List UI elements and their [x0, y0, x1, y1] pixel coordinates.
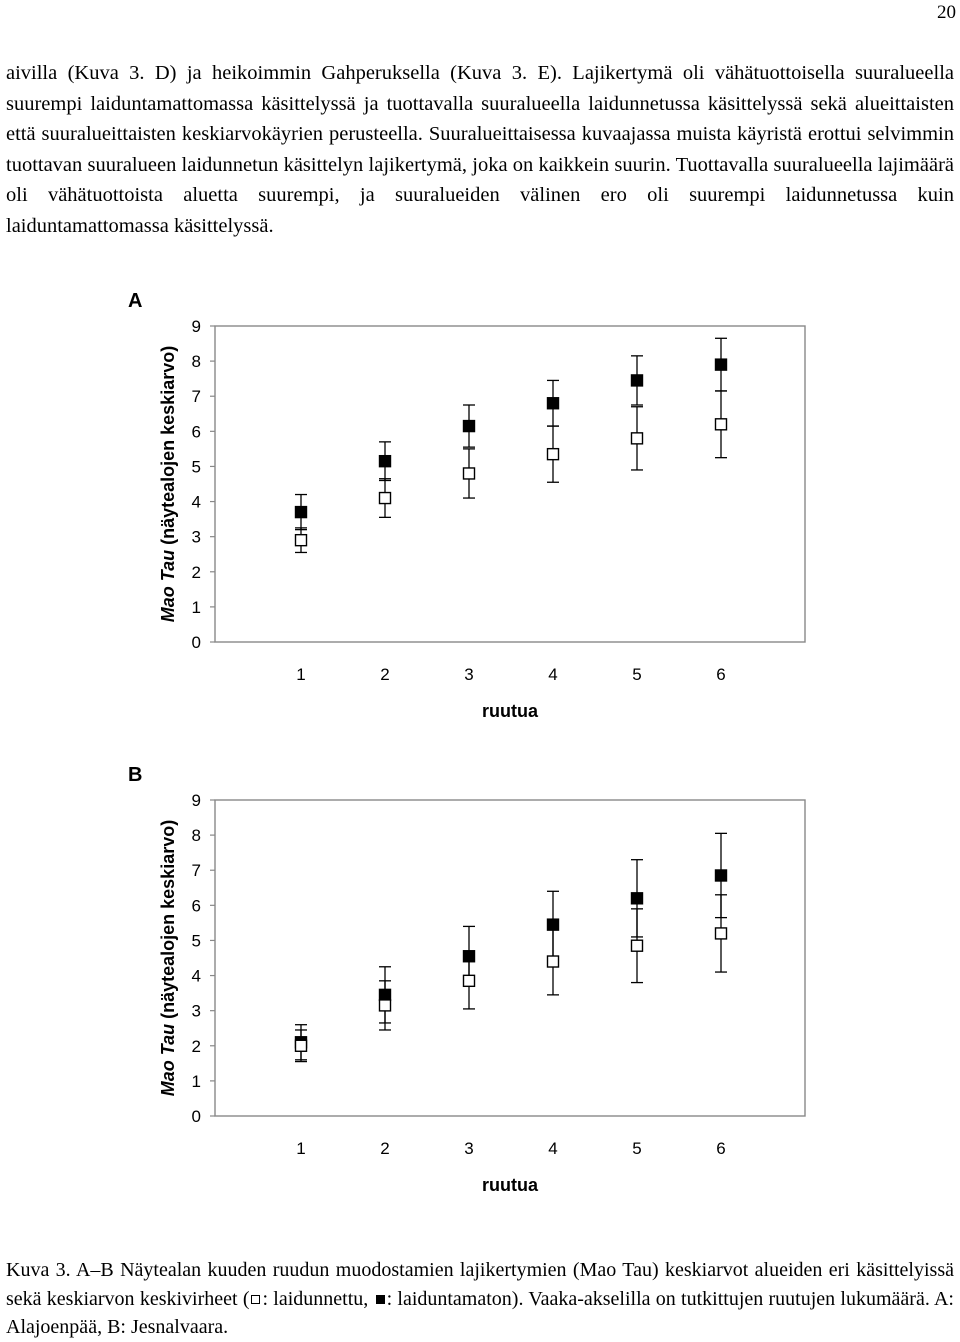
chart-a — [120, 286, 820, 736]
caption-open-label: : laidunnettu, — [262, 1287, 369, 1310]
y-tick-label-a-8: 8 — [191, 352, 201, 372]
point-a-filled-6 — [716, 359, 727, 370]
y-tick-label-b-7: 7 — [191, 861, 201, 881]
caption-prefix: Kuva 3. A–B Näytealan kuuden ruudun muodostamien lajikertymien (Mao Tau) keskiarvot alueiden eri käsittelyissä sekä keskiarvon keskivirheet ( — [6, 1259, 954, 1310]
x-tick-label-b-6: 6 — [716, 1139, 726, 1158]
point-a-filled-5 — [632, 375, 643, 386]
y-axis-label-italic-a: Mao Tau — [158, 544, 178, 623]
filled-square-legend-icon — [376, 1295, 385, 1304]
point-a-open-6 — [716, 419, 727, 430]
chart-b — [120, 760, 820, 1210]
x-tick-label-b-2: 2 — [380, 1139, 390, 1158]
y-tick-label-a-1: 1 — [191, 597, 201, 617]
y-axis-label-rest-b: (näytealojen keskiarvo) — [158, 819, 178, 1019]
x-tick-label-b-4: 4 — [548, 1139, 558, 1158]
page-number: 20 — [937, 2, 956, 23]
y-tick-label-a-0: 0 — [191, 633, 201, 652]
point-b-open-1 — [296, 1040, 307, 1051]
y-tick-label-a-5: 5 — [191, 457, 201, 477]
x-tick-label-b-5: 5 — [632, 1139, 642, 1158]
x-tick-label-a-2: 2 — [380, 665, 390, 684]
point-a-filled-3 — [464, 421, 475, 432]
y-tick-label-b-9: 9 — [191, 791, 201, 810]
point-b-open-5 — [632, 940, 643, 951]
y-tick-label-b-5: 5 — [191, 931, 201, 951]
y-axis-label-rest-a: (näytealojen keskiarvo) — [158, 345, 178, 545]
body-paragraph: aivilla (Kuva 3. D) ja heikoimmin Gahperuksella (Kuva 3. E). Lajikertymä oli vähätuottoisella suuralueella suurempi laiduntamattomassa käsittelyssä ja tuottavalla suuralueella laidunnetussa käsittelyssä sekä alueittaisten että suuralueittaisten keskiarvokäyrien perusteella. Suuralueittaisessa kuvaajassa muista käyristä erottui selvimmin tuottavan suuralueen laidunnetun käsittelyn lajikertymä, joka on kaikkein suurin. Tuottavalla suuralueella lajimäärä oli vähätuottoista aluetta suurempi, ja suuralueiden välinen ero oli suurempi laidunnetussa kuin laiduntamattomassa käsittelyssä. — [6, 62, 954, 237]
x-tick-label-a-3: 3 — [464, 665, 474, 684]
x-tick-label-b-3: 3 — [464, 1139, 474, 1158]
point-b-open-3 — [464, 975, 475, 986]
point-b-filled-5 — [632, 893, 643, 904]
y-tick-label-a-3: 3 — [191, 527, 201, 547]
x-tick-label-a-1: 1 — [296, 665, 306, 684]
point-b-open-2 — [380, 1000, 391, 1011]
y-tick-label-a-2: 2 — [191, 562, 201, 582]
point-a-open-4 — [548, 449, 559, 460]
y-axis-label-a — [158, 346, 178, 622]
figure-b — [120, 760, 820, 1210]
x-tick-label-b-1: 1 — [296, 1139, 306, 1158]
x-tick-label-a-6: 6 — [716, 665, 726, 684]
point-a-open-2 — [380, 493, 391, 504]
x-tick-label-a-4: 4 — [548, 665, 558, 684]
y-tick-label-a-9: 9 — [191, 317, 201, 336]
point-a-open-3 — [464, 468, 475, 479]
point-b-filled-6 — [716, 870, 727, 881]
y-tick-label-a-4: 4 — [191, 492, 201, 512]
plot-area-b — [215, 800, 805, 1116]
y-tick-label-b-0: 0 — [191, 1107, 201, 1126]
point-a-filled-2 — [380, 456, 391, 467]
point-a-open-5 — [632, 433, 643, 444]
point-b-open-4 — [548, 956, 559, 967]
figure-caption — [6, 1256, 954, 1342]
point-a-filled-1 — [296, 507, 307, 518]
figure-a — [120, 286, 820, 736]
panel-label-b: B — [128, 764, 143, 786]
y-tick-label-b-3: 3 — [191, 1001, 201, 1021]
y-tick-label-a-7: 7 — [191, 387, 201, 407]
y-tick-label-b-8: 8 — [191, 826, 201, 846]
y-tick-label-a-6: 6 — [191, 422, 201, 442]
x-axis-label-b: ruutua — [482, 1175, 538, 1195]
x-tick-label-a-5: 5 — [632, 665, 642, 684]
y-tick-label-b-4: 4 — [191, 966, 201, 986]
open-square-legend-icon — [251, 1295, 260, 1304]
caption-filled-label: : laiduntamaton). Vaaka-akselilla on tutkittujen ruutujen lukumäärä. A: Alajoenpää, B: Jesnalvaara. — [6, 1287, 954, 1338]
y-axis-label-italic-b: Mao Tau — [158, 1018, 178, 1097]
point-b-open-6 — [716, 928, 727, 939]
y-tick-label-b-2: 2 — [191, 1036, 201, 1056]
point-a-open-1 — [296, 535, 307, 546]
y-tick-label-b-1: 1 — [191, 1071, 201, 1091]
x-axis-label-a: ruutua — [482, 701, 538, 721]
plot-area-a — [215, 326, 805, 642]
point-a-filled-4 — [548, 398, 559, 409]
y-axis-label-b — [158, 820, 178, 1096]
panel-label-a: A — [128, 290, 143, 312]
y-tick-label-b-6: 6 — [191, 896, 201, 916]
